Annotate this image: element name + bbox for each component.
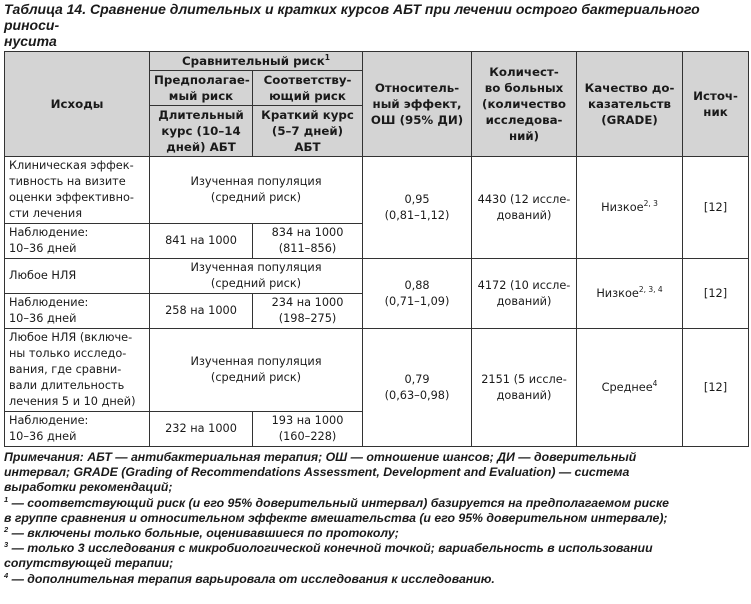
caption-line-2: нусита — [4, 33, 57, 49]
note-1: $^1$ — соответствующий риск (и его 95% доверительный интервал) базируется на предполагаемом риске в группе сравнения и относительном эффекте вмешательства (и его 95% доверительном интервале); — [4, 494, 670, 525]
source-cell: [12] — [683, 259, 749, 329]
corresponding-risk-cell: 193 на 1000 (160–228) — [253, 412, 363, 447]
header-long-course: Длительный курс (10–14 дней) АБТ — [150, 106, 253, 157]
source-cell: [12] — [683, 157, 749, 259]
corresponding-risk-cell: 834 на 1000 (811–856) — [253, 224, 363, 259]
caption-line-1: Таблица 14. Сравнение длительных и кратких курсов АБТ при лечении острого бактериального риноси- — [4, 1, 700, 33]
table-caption — [0, 0, 751, 51]
note-2: $^2$ — включены только больные, оценивавшиеся по протоколу; — [4, 524, 399, 541]
note-4: $^4$ — дополнительная терапия варьировала от исследования к исследованию. — [4, 570, 495, 586]
corresponding-risk-cell: 234 на 1000 (198–275) — [253, 294, 363, 329]
header-source: Источ- ник — [683, 52, 749, 157]
assumed-risk-cell: 841 на 1000 — [150, 224, 253, 259]
header-outcomes: Исходы — [5, 52, 150, 157]
source-cell: [12] — [683, 329, 749, 447]
follow-up-cell: Наблюдение: 10–36 дней — [5, 224, 150, 259]
assumed-risk-cell: 258 на 1000 — [150, 294, 253, 329]
quality-cell: Низкое$^{2, 3, 4}$ — [577, 259, 683, 329]
patients-cell: 4430 (12 иссле- дований) — [472, 157, 577, 259]
outcome-cell: Любое НЛЯ — [5, 259, 150, 294]
population-cell: Изученная популяция (средний риск) — [150, 329, 363, 412]
patients-cell: 4172 (10 иссле- дований) — [472, 259, 577, 329]
effect-cell: 0,95 (0,81–1,12) — [363, 157, 472, 259]
header-patients: Количест- во больных (количество исследова- ний) — [472, 52, 577, 157]
quality-cell: Низкое$^{2, 3}$ — [577, 157, 683, 259]
header-corresponding-risk: Соответству- ющий риск — [253, 71, 363, 106]
note-abbreviations: Примечания: АБТ — антибактериальная терапия; ОШ — отношение шансов; ДИ — доверительный интервал; GRADE (Grading of Recommendations Assessment, Development and Evaluation) — система выработки рекомендаций; — [4, 450, 637, 495]
quality-cell: Среднее$^4$ — [577, 329, 683, 447]
population-cell: Изученная популяция (средний риск) — [150, 157, 363, 224]
header-relative-effect: Относитель- ный эффект, ОШ (95% ДИ) — [363, 52, 472, 157]
outcome-cell: Любое НЛЯ (включе- ны только исследо- вания, где сравни- вали длительность лечения 5 и 10 дней) — [5, 329, 150, 412]
header-short-course: Краткий курс (5–7 дней) АБТ — [253, 106, 363, 157]
follow-up-cell: Наблюдение: 10–36 дней — [5, 412, 150, 447]
follow-up-cell: Наблюдение: 10–36 дней — [5, 294, 150, 329]
patients-cell: 2151 (5 иссле- дований) — [472, 329, 577, 447]
assumed-risk-cell: 232 на 1000 — [150, 412, 253, 447]
effect-cell: 0,88 (0,71–1,09) — [363, 259, 472, 329]
table-notes — [0, 447, 748, 587]
header-assumed-risk: Предполагае- мый риск — [150, 71, 253, 106]
header-comparative-risk: Сравнительный риск$^1$ — [150, 52, 363, 71]
comparison-table — [4, 51, 749, 447]
effect-cell: 0,79 (0,63–0,98) — [363, 329, 472, 447]
header-quality: Качество до- казательств (GRADE) — [577, 52, 683, 157]
population-cell: Изученная популяция (средний риск) — [150, 259, 363, 294]
outcome-cell: Клиническая эффек- тивность на визите оценки эффективно- сти лечения — [5, 157, 150, 224]
note-3: $^3$ — только 3 исследования с микробиологической конечной точкой; вариабельность в использовании сопутствующей терапии; — [4, 540, 653, 571]
